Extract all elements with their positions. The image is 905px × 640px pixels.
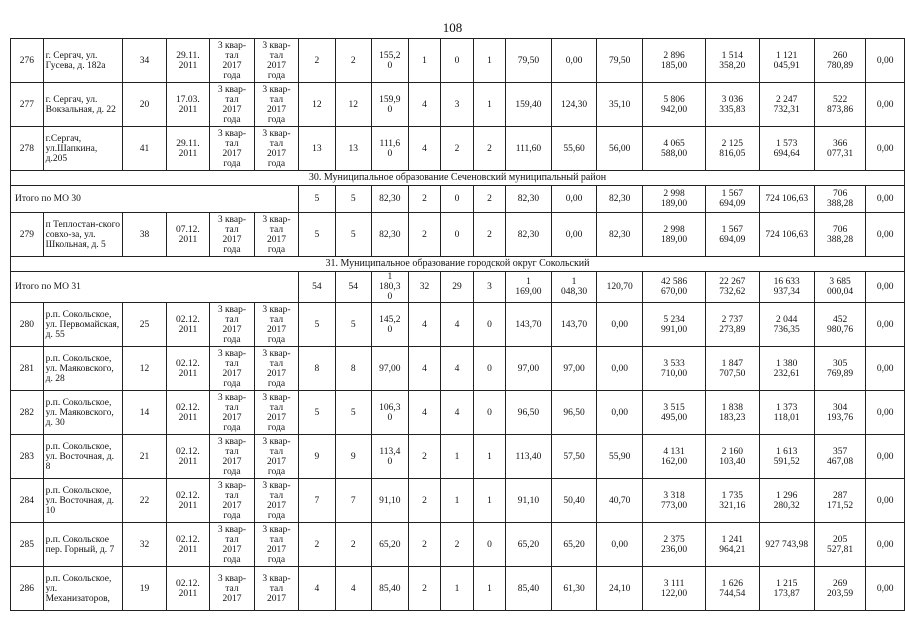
table-cell: 3 квар- тал 2017 года	[254, 127, 299, 171]
table-cell: 106,3 0	[372, 391, 409, 435]
table-cell: 0,00	[866, 83, 905, 127]
table-cell: 0,00	[866, 435, 905, 479]
table-cell: 5	[335, 186, 371, 213]
table-cell: 269 203,59	[814, 567, 865, 611]
table-cell: 3 квар- тал 2017 года	[254, 391, 299, 435]
table-cell: 1	[473, 479, 505, 523]
table-cell: 29.11. 2011	[166, 127, 210, 171]
table-cell: 25	[123, 303, 166, 347]
table-cell: 3 квар- тал 2017 года	[210, 39, 255, 83]
table-cell: 65,20	[372, 523, 409, 567]
table-cell: 3 квар- тал 2017 года	[254, 435, 299, 479]
table-cell: 452 980,76	[814, 303, 865, 347]
table-cell: 287 171,52	[814, 479, 865, 523]
table-row	[11, 213, 905, 257]
table-cell: 5 806 942,00	[642, 83, 705, 127]
address-cell: р.п. Сокольское, ул. Первомайская, д. 55	[43, 303, 123, 347]
table-cell: 3 квар- тал 2017 года	[254, 213, 299, 257]
table-cell: 3 квар- тал 2017 года	[254, 347, 299, 391]
table-cell: 91,10	[372, 479, 409, 523]
table-cell: 1 380 232,61	[759, 347, 814, 391]
table-cell: 2 375 236,00	[642, 523, 705, 567]
table-cell: 4 131 162,00	[642, 435, 705, 479]
table-cell: 305 769,89	[814, 347, 865, 391]
table-cell: 724 106,63	[759, 213, 814, 257]
table-cell: 2 125 816,05	[706, 127, 759, 171]
table-cell: 40,70	[597, 479, 643, 523]
table-cell: 9	[335, 435, 371, 479]
table-row	[11, 127, 905, 171]
table-cell: 4	[441, 391, 474, 435]
section-title: 31. Муниципальное образование городской округ Сокольский	[11, 257, 905, 272]
table-cell: 2 896 185,00	[642, 39, 705, 83]
table-cell: 3 318 773,00	[642, 479, 705, 523]
table-cell: 22	[123, 479, 166, 523]
table-cell: 4	[441, 347, 474, 391]
table-cell: 3 515 495,00	[642, 391, 705, 435]
table-cell: 4	[408, 347, 441, 391]
table-cell: 1 626 744,54	[706, 567, 759, 611]
table-cell: 1 373 118,01	[759, 391, 814, 435]
table-cell: 41	[123, 127, 166, 171]
table-cell: 2	[441, 523, 474, 567]
table-cell: 1 613 591,52	[759, 435, 814, 479]
table-cell: 2	[299, 39, 335, 83]
table-cell: 4	[408, 83, 441, 127]
table-cell: 85,40	[372, 567, 409, 611]
table-cell: 260 780,89	[814, 39, 865, 83]
table-cell: 3 036 335,83	[706, 83, 759, 127]
table-cell: 0,00	[551, 213, 597, 257]
table-cell: 0,00	[551, 186, 597, 213]
table-cell: 5	[299, 213, 335, 257]
table-cell: 2	[473, 127, 505, 171]
table-cell: 91,10	[506, 479, 552, 523]
table-cell: 1 838 183,23	[706, 391, 759, 435]
table-cell: 13	[299, 127, 335, 171]
table-cell: 55,90	[597, 435, 643, 479]
address-cell: р.п. Сокольское, ул. Восточная, д. 8	[43, 435, 123, 479]
table-cell: 1 514 358,20	[706, 39, 759, 83]
table-row	[11, 39, 905, 83]
row-number: 278	[11, 127, 44, 171]
table-cell: 0,00	[866, 213, 905, 257]
table-cell: 159,9 0	[372, 83, 409, 127]
table-cell: 02.12. 2011	[166, 391, 210, 435]
section-header-row	[11, 257, 905, 272]
table-cell: 2	[473, 186, 505, 213]
table-cell: 1 241 964,21	[706, 523, 759, 567]
table-cell: 120,70	[597, 272, 643, 303]
table-cell: 1 296 280,32	[759, 479, 814, 523]
table-cell: 111,6 0	[372, 127, 409, 171]
row-number: 282	[11, 391, 44, 435]
table-cell: 0,00	[866, 39, 905, 83]
table-cell: 4	[441, 303, 474, 347]
table-cell: 0	[441, 186, 474, 213]
table-cell: 82,30	[372, 213, 409, 257]
table-cell: 96,50	[551, 391, 597, 435]
table-cell: 724 106,63	[759, 186, 814, 213]
table-cell: 1	[408, 39, 441, 83]
table-cell: 42 586 670,00	[642, 272, 705, 303]
table-cell: 1 573 694,64	[759, 127, 814, 171]
row-number: 283	[11, 435, 44, 479]
address-cell: п Теплостан-ского совхо-за, ул. Школьная, д. 5	[43, 213, 123, 257]
table-cell: 2 160 103,40	[706, 435, 759, 479]
table-cell: 927 743,98	[759, 523, 814, 567]
table-cell: 1 847 707,50	[706, 347, 759, 391]
table-cell: 4 065 588,00	[642, 127, 705, 171]
table-cell: 02.12. 2011	[166, 523, 210, 567]
table-cell: 4	[408, 127, 441, 171]
table-cell: 3	[473, 272, 505, 303]
row-number: 279	[11, 213, 44, 257]
table-cell: 12	[299, 83, 335, 127]
table-cell: 5	[299, 303, 335, 347]
table-cell: 1 121 045,91	[759, 39, 814, 83]
table-cell: 0	[473, 523, 505, 567]
table-cell: 82,30	[506, 186, 552, 213]
total-row	[11, 186, 905, 213]
table-cell: 19	[123, 567, 166, 611]
table-cell: 1 180,3 0	[372, 272, 409, 303]
table-cell: 1	[441, 479, 474, 523]
table-cell: 32	[408, 272, 441, 303]
table-cell: 1	[441, 567, 474, 611]
table-cell: 3 квар- тал 2017 года	[254, 39, 299, 83]
table-cell: 24,10	[597, 567, 643, 611]
table-cell: 97,00	[551, 347, 597, 391]
section-header-row	[11, 171, 905, 186]
table-cell: 3 квар- тал 2017	[254, 567, 299, 611]
table-cell: 65,20	[506, 523, 552, 567]
address-cell: г. Сергач, ул. Вокзальная, д. 22	[43, 83, 123, 127]
table-cell: 3 квар- тал 2017 года	[210, 127, 255, 171]
table-cell: 61,30	[551, 567, 597, 611]
table-cell: 1	[473, 39, 505, 83]
table-cell: 5	[299, 391, 335, 435]
table-cell: 706 388,28	[814, 186, 865, 213]
table-cell: 3 квар- тал 2017 года	[210, 303, 255, 347]
table-cell: 02.12. 2011	[166, 435, 210, 479]
table-cell: 82,30	[597, 186, 643, 213]
housing-table	[10, 38, 905, 611]
table-cell: 205 527,81	[814, 523, 865, 567]
table-cell: 97,00	[506, 347, 552, 391]
table-cell: 0,00	[551, 39, 597, 83]
table-cell: 113,40	[506, 435, 552, 479]
table-cell: 1 567 694,09	[706, 213, 759, 257]
table-cell: 145,2 0	[372, 303, 409, 347]
table-cell: 79,50	[597, 39, 643, 83]
table-cell: 4	[335, 567, 371, 611]
total-label: Итого по МО 30	[11, 186, 299, 213]
table-cell: 155,2 0	[372, 39, 409, 83]
table-cell: 2	[441, 127, 474, 171]
table-cell: 0,00	[866, 303, 905, 347]
table-cell: 7	[299, 479, 335, 523]
table-cell: 85,40	[506, 567, 552, 611]
table-cell: 50,40	[551, 479, 597, 523]
address-cell: р.п. Сокольское, ул. Восточная, д. 10	[43, 479, 123, 523]
address-cell: г.Сергач, ул.Шапкина, д.205	[43, 127, 123, 171]
table-cell: 1 169,00	[506, 272, 552, 303]
table-cell: 124,30	[551, 83, 597, 127]
table-cell: 8	[335, 347, 371, 391]
row-number: 276	[11, 39, 44, 83]
table-cell: 96,50	[506, 391, 552, 435]
table-cell: 54	[335, 272, 371, 303]
table-cell: 3 квар- тал 2017 года	[210, 83, 255, 127]
table-cell: 0,00	[597, 347, 643, 391]
table-cell: 3 квар- тал 2017 года	[254, 523, 299, 567]
table-body	[11, 39, 905, 611]
table-cell: 3 квар- тал 2017 года	[210, 391, 255, 435]
address-cell: г. Сергач, ул. Гусева, д. 182а	[43, 39, 123, 83]
table-cell: 1 735 321,16	[706, 479, 759, 523]
total-row	[11, 272, 905, 303]
table-cell: 35,10	[597, 83, 643, 127]
table-cell: 07.12. 2011	[166, 213, 210, 257]
table-cell: 3 квар- тал 2017 года	[254, 303, 299, 347]
table-cell: 54	[299, 272, 335, 303]
table-cell: 3 квар- тал 2017 года	[210, 213, 255, 257]
table-cell: 3 квар- тал 2017 года	[210, 523, 255, 567]
table-cell: 0	[473, 303, 505, 347]
table-cell: 82,30	[597, 213, 643, 257]
table-row	[11, 567, 905, 611]
table-cell: 5 234 991,00	[642, 303, 705, 347]
table-cell: 2	[335, 39, 371, 83]
table-cell: 4	[408, 391, 441, 435]
table-cell: 2 044 736,35	[759, 303, 814, 347]
table-cell: 3 685 000,04	[814, 272, 865, 303]
table-cell: 34	[123, 39, 166, 83]
table-cell: 2	[408, 213, 441, 257]
row-number: 280	[11, 303, 44, 347]
table-cell: 304 193,76	[814, 391, 865, 435]
table-cell: 0,00	[866, 127, 905, 171]
table-cell: 2	[408, 186, 441, 213]
table-cell: 0,00	[866, 523, 905, 567]
table-cell: 3 квар- тал 2017 года	[210, 435, 255, 479]
table-cell: 3 квар- тал 2017 года	[254, 479, 299, 523]
table-row	[11, 479, 905, 523]
row-number: 284	[11, 479, 44, 523]
table-row	[11, 523, 905, 567]
address-cell: р.п. Сокольское, ул. Маяковского, д. 28	[43, 347, 123, 391]
table-cell: 32	[123, 523, 166, 567]
table-cell: 366 077,31	[814, 127, 865, 171]
table-cell: 12	[123, 347, 166, 391]
table-cell: 1	[473, 83, 505, 127]
table-cell: 0,00	[866, 391, 905, 435]
table-cell: 5	[335, 391, 371, 435]
table-cell: 29	[441, 272, 474, 303]
table-cell: 38	[123, 213, 166, 257]
table-cell: 1	[473, 567, 505, 611]
table-cell: 1	[473, 435, 505, 479]
table-cell: 2 998 189,00	[642, 186, 705, 213]
table-cell: 17.03. 2011	[166, 83, 210, 127]
table-cell: 3	[441, 83, 474, 127]
table-cell: 3 квар- тал 2017	[210, 567, 255, 611]
table-cell: 82,30	[372, 186, 409, 213]
address-cell: р.п. Сокольское, ул. Маяковского, д. 30	[43, 391, 123, 435]
table-cell: 7	[335, 479, 371, 523]
table-cell: 0,00	[866, 479, 905, 523]
table-cell: 02.12. 2011	[166, 347, 210, 391]
table-cell: 111,60	[506, 127, 552, 171]
table-cell: 143,70	[551, 303, 597, 347]
table-cell: 02.12. 2011	[166, 303, 210, 347]
table-cell: 4	[299, 567, 335, 611]
table-cell: 2	[408, 567, 441, 611]
table-cell: 12	[335, 83, 371, 127]
table-cell: 2	[408, 523, 441, 567]
table-cell: 0,00	[866, 347, 905, 391]
table-cell: 143,70	[506, 303, 552, 347]
table-cell: 2	[408, 435, 441, 479]
table-cell: 22 267 732,62	[706, 272, 759, 303]
table-cell: 57,50	[551, 435, 597, 479]
table-cell: 82,30	[506, 213, 552, 257]
table-cell: 0,00	[597, 523, 643, 567]
table-cell: 0	[441, 213, 474, 257]
table-cell: 706 388,28	[814, 213, 865, 257]
table-cell: 0,00	[597, 391, 643, 435]
table-cell: 1 567 694,09	[706, 186, 759, 213]
table-cell: 55,60	[551, 127, 597, 171]
table-row	[11, 83, 905, 127]
row-number: 277	[11, 83, 44, 127]
table-cell: 1 048,30	[551, 272, 597, 303]
table-cell: 2	[473, 213, 505, 257]
table-cell: 2 247 732,31	[759, 83, 814, 127]
table-cell: 13	[335, 127, 371, 171]
table-cell: 5	[335, 303, 371, 347]
table-cell: 65,20	[551, 523, 597, 567]
table-cell: 2 998 189,00	[642, 213, 705, 257]
table-cell: 56,00	[597, 127, 643, 171]
table-cell: 16 633 937,34	[759, 272, 814, 303]
address-cell: р.п. Сокольское, ул. Механизаторов,	[43, 567, 123, 611]
table-cell: 0	[473, 347, 505, 391]
table-cell: 0,00	[866, 567, 905, 611]
table-cell: 8	[299, 347, 335, 391]
table-cell: 5	[299, 186, 335, 213]
table-cell: 0	[441, 39, 474, 83]
address-cell: р.п. Сокольское пер. Горный, д. 7	[43, 523, 123, 567]
table-cell: 113,4 0	[372, 435, 409, 479]
section-title: 30. Муниципальное образование Сеченовский муниципальный район	[11, 171, 905, 186]
table-row	[11, 303, 905, 347]
table-cell: 29.11. 2011	[166, 39, 210, 83]
table-cell: 3 квар- тал 2017 года	[210, 347, 255, 391]
table-cell: 3 533 710,00	[642, 347, 705, 391]
row-number: 281	[11, 347, 44, 391]
table-cell: 3 квар- тал 2017 года	[210, 479, 255, 523]
table-cell: 3 111 122,00	[642, 567, 705, 611]
page-number: 108	[442, 20, 463, 35]
table-cell: 02.12. 2011	[166, 567, 210, 611]
table-cell: 159,40	[506, 83, 552, 127]
table-cell: 522 873,86	[814, 83, 865, 127]
table-cell: 97,00	[372, 347, 409, 391]
table-cell: 14	[123, 391, 166, 435]
table-row	[11, 347, 905, 391]
table-cell: 3 квар- тал 2017 года	[254, 83, 299, 127]
table-row	[11, 391, 905, 435]
table-cell: 0,00	[866, 272, 905, 303]
table-cell: 9	[299, 435, 335, 479]
table-cell: 20	[123, 83, 166, 127]
table-cell: 2	[299, 523, 335, 567]
table-cell: 0,00	[866, 186, 905, 213]
table-cell: 2	[408, 479, 441, 523]
row-number: 285	[11, 523, 44, 567]
total-label: Итого по МО 31	[11, 272, 299, 303]
row-number: 286	[11, 567, 44, 611]
table-cell: 1 215 173,87	[759, 567, 814, 611]
table-cell: 4	[408, 303, 441, 347]
table-cell: 0	[473, 391, 505, 435]
table-cell: 2 737 273,89	[706, 303, 759, 347]
table-cell: 1	[441, 435, 474, 479]
table-cell: 357 467,08	[814, 435, 865, 479]
table-cell: 0,00	[597, 303, 643, 347]
table-cell: 02.12. 2011	[166, 479, 210, 523]
table-cell: 5	[335, 213, 371, 257]
table-row	[11, 435, 905, 479]
table-cell: 21	[123, 435, 166, 479]
table-cell: 79,50	[506, 39, 552, 83]
table-cell: 2	[335, 523, 371, 567]
